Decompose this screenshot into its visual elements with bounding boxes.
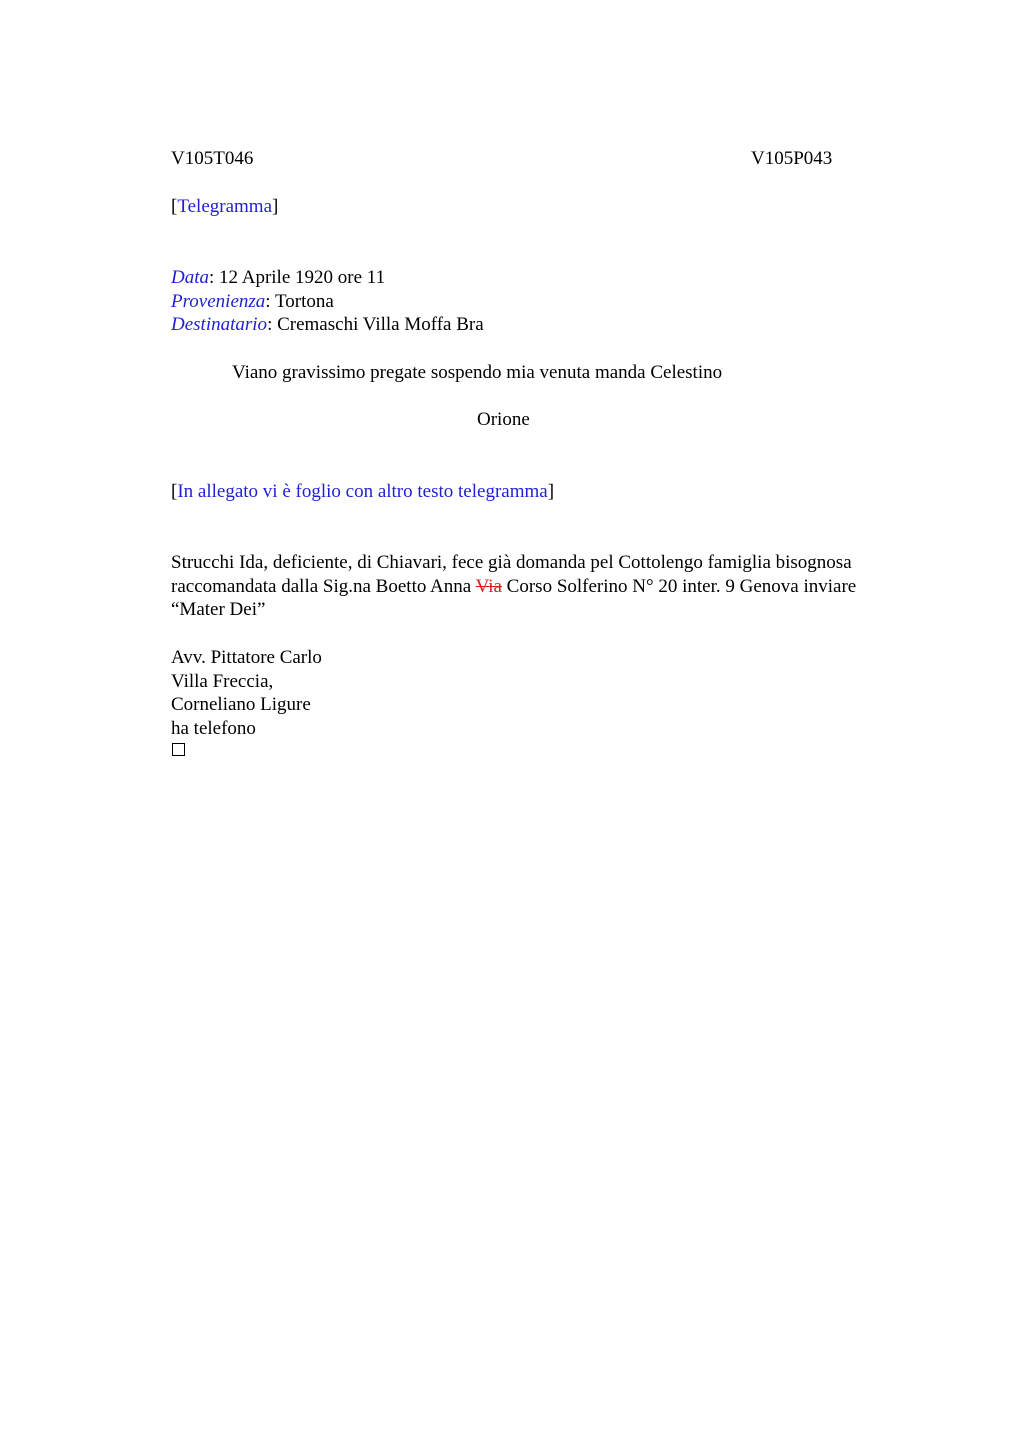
attachment-line-2-before: raccomandata dalla Sig.na Boetto Anna [171, 576, 476, 597]
document-type-label: Telegramma [177, 196, 273, 217]
telegram-signature: Orione [477, 409, 530, 430]
document-type [171, 195, 278, 218]
address-line-1: Avv. Pittatore Carlo [171, 647, 322, 668]
meta-date-line [171, 266, 385, 289]
meta-origin-label: Provenienza [171, 291, 266, 312]
attachment-line-1: Strucchi Ida, deficiente, di Chiavari, fece già domanda pel Cottolengo famiglia bisognosa [171, 552, 852, 573]
bracket-open: [ [171, 196, 178, 217]
archive-code-right: V105P043 [751, 148, 833, 169]
address-line-2: Villa Freccia, [171, 671, 274, 692]
meta-origin-value: : Tortona [265, 291, 334, 312]
bracket-close: ] [272, 196, 279, 217]
bracket-open: [ [171, 481, 178, 502]
meta-recipient-value: : Cremaschi Villa Moffa Bra [267, 314, 484, 335]
address-line-4: ha telefono [171, 718, 256, 739]
attachment-note-label: In allegato vi è foglio con altro testo telegramma [177, 481, 548, 502]
archive-code-left: V105T046 [171, 148, 254, 169]
checkbox-square-icon [172, 743, 185, 756]
attachment-line-2-after: Corso Solferino N° 20 inter. 9 Genova inviare [501, 576, 857, 597]
meta-recipient-line [171, 313, 484, 336]
meta-date-value: : 12 Aprile 1920 ore 11 [209, 267, 386, 288]
struck-word: Via [475, 576, 502, 597]
bracket-close: ] [547, 481, 555, 502]
meta-recipient-label: Destinatario [171, 314, 268, 335]
meta-date-label: Data [171, 267, 209, 288]
attachment-note [171, 480, 554, 503]
attachment-line-3: “Mater Dei” [171, 599, 266, 620]
telegram-message: Viano gravissimo pregate sospendo mia venuta manda Celestino [232, 362, 723, 383]
attachment-line-2 [171, 575, 856, 598]
meta-origin-line [171, 290, 334, 313]
address-line-3: Corneliano Ligure [171, 694, 311, 715]
